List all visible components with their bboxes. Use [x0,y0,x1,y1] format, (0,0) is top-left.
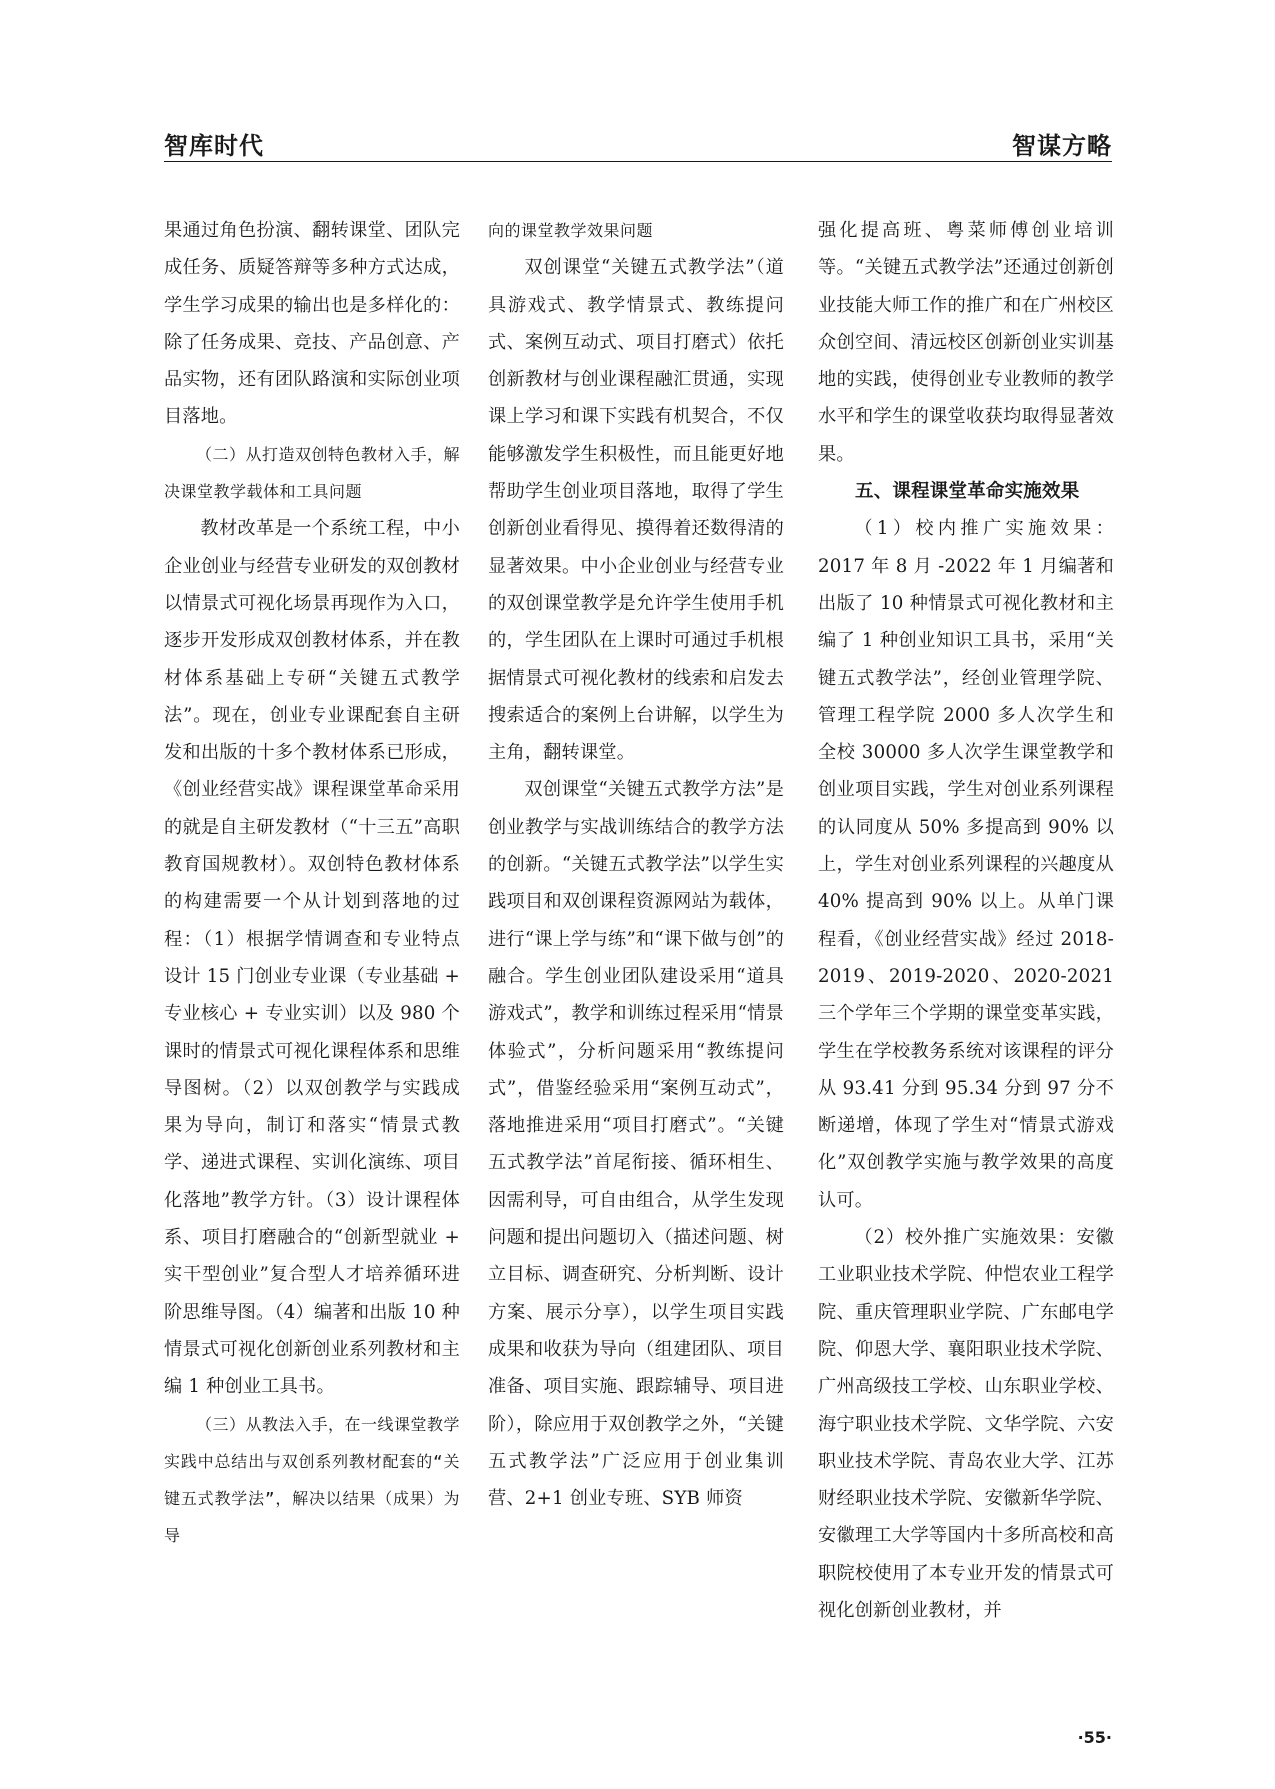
column-3 [818,212,1114,1629]
paragraph: 强化提高班、粤菜师傅创业培训等。“关键五式教学法”还通过创新创业技能大师工作的推广和在广州校区众创空间、清远校区创新创业实训基地的实践，使得创业专业教师的教学水平和学生的课堂收获均取得显著效果。 [818,220,1114,465]
page-number: ·55· [1077,1728,1112,1747]
column-1 [164,212,460,1555]
column-2 [488,212,784,1517]
article-body [164,212,1112,1692]
paragraph: （1）校内推广实施效果：2017 年 8 月 -2022 年 1 月编著和出版了 10 种情景式可视化教材和主编了 1 种创业知识工具书，采用“关键五式教学法”，经创业管理学院、管理工程学院 2000 多人次学生和全校 30000 多人次学生课堂教学和创业项目实践，学生对创业系列课程的认同度从 50% 多提高到 90% 以上，学生对创业系列课程的兴趣度从 40% 提高到 90% 以上。从单门课程看，《创业经营实战》经过 2018-2019、2019-2020、2020-2021 三个学年三个学期的课堂变革实践，学生在学校教务系统对该课程的评分从 93.41 分到 95.34 分到 97 分不断递增，体现了学生对“情景式游戏化”双创教学实施与教学效果的高度认可。 [818,518,1114,1211]
header-rule [164,161,1112,162]
subsection-heading: （二）从打造双创特色教材入手，解决课堂教学载体和工具问题 [164,444,461,502]
paragraph: 果通过角色扮演、翻转课堂、团队完成任务、质疑答辩等多种方式达成，学生学习成果的输出也是多样化的：除了任务成果、竞技、产品创意、产品实物，还有团队路演和实际创业项目落地。 [164,220,460,428]
paragraph: 教材改革是一个系统工程，中小企业创业与经营专业研发的双创教材以情景式可视化场景再现作为入口，逐步开发形成双创教材体系，并在教材体系基础上专研“关键五式教学法”。现在，创业专业课配套自主研发和出版的十多个教材体系已形成，《创业经营实战》课程课堂革命采用的就是自主研发教材（“十三五”高职教育国规教材）。双创特色教材体系的构建需要一个从计划到落地的过程：（1）根据学情调查和专业特点设计 15 门创业专业课（专业基础 + 专业核心 + 专业实训）以及 980 个课时的情景式可视化课程体系和思维导图树。（2）以双创教学与实践成果为导向，制订和落实“情景式教学、递进式课程、实训化演练、项目化落地”教学方针。（3）设计课程体系、项目打磨融合的“创新型就业 + 实干型创业”复合型人才培养循环进阶思维导图。（4）编著和出版 10 种情景式可视化创新创业系列教材和主编 1 种创业工具书。 [164,518,460,1398]
paragraph: （2）校外推广实施效果：安徽工业职业技术学院、仲恺农业工程学院、重庆管理职业学院、广东邮电学院、仰恩大学、襄阳职业技术学院、广州高级技工学校、山东职业学校、海宁职业技术学院、文华学院、六安职业技术学院、青岛农业大学、江苏财经职业技术学院、安徽新华学院、安徽理工大学等国内十多所高校和高职院校使用了本专业开发的情景式可视化创新创业教材，并 [818,1227,1114,1621]
running-header [164,120,1112,162]
paragraph: 双创课堂“关键五式教学法”（道具游戏式、教学情景式、教练提问式、案例互动式、项目打磨式）依托创新教材与创业课程融汇贯通，实现课上学习和课下实践有机契合，不仅能够激发学生积极性，而且能更好地帮助学生创业项目落地，取得了学生创新创业看得见、摸得着还数得清的显著效果。中小企业创业与经营专业的双创课堂教学是允许学生使用手机的，学生团队在上课时可通过手机根据情景式可视化教材的线索和启发去搜索适合的案例上台讲解，以学生为主角，翻转课堂。 [488,257,784,764]
section-name: 智谋方略 [1012,132,1112,160]
paragraph: 双创课堂“关键五式教学方法”是创业教学与实战训练结合的教学方法的创新。“关键五式教学法”以学生实践项目和双创课程资源网站为载体，进行“课上学与练”和“课下做与创”的融合。学生创业团队建设采用“道具游戏式”，教学和训练过程采用“情景体验式”，分析问题采用“教练提问式”，借鉴经验采用“案例互动式”，落地推进采用“项目打磨式”。“关键五式教学法”首尾衔接、循环相生、因需利导，可自由组合，从学生发现问题和提出问题切入（描述问题、树立目标、调查研究、分析判断、设计方案、展示分享），以学生项目实践成果和收获为导向（组建团队、项目准备、项目实施、跟踪辅导、项目进阶），除应用于双创教学之外，“关键五式教学法”广泛应用于创业集训营、2+1 创业专班、SYB 师资 [488,779,784,1510]
section-heading: 五、课程课堂革命实施效果 [855,481,1080,503]
subsection-heading: （三）从教法入手，在一线课堂教学实践中总结出与双创系列教材配套的“关键五式教学法”，解决以结果（成果）为导 [164,1414,461,1546]
journal-name: 智库时代 [164,132,264,160]
subsection-heading-continued: 向的课堂教学效果问题 [488,221,654,240]
